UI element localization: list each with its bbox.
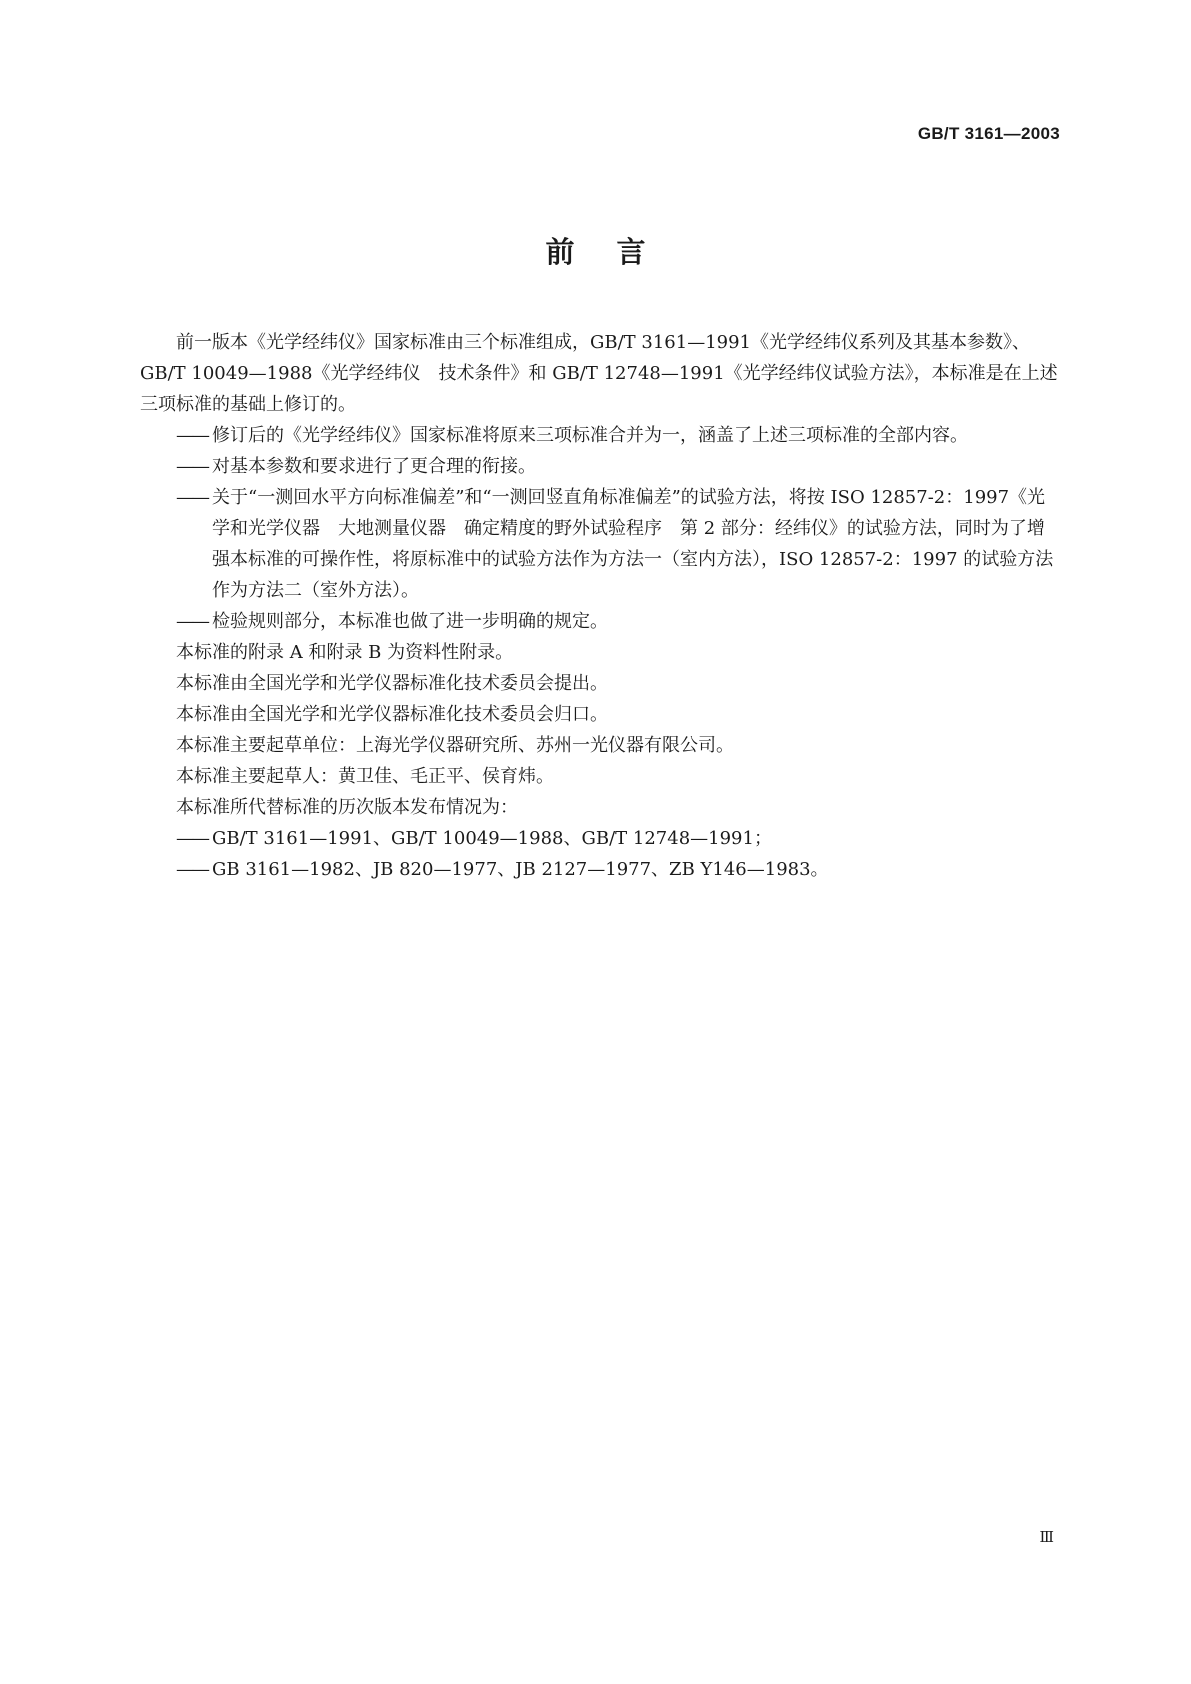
- superseded-text: GB/T 3161—1991、GB/T 10049—1988、GB/T 12748—1991；: [212, 828, 772, 849]
- change-item: [140, 451, 1062, 482]
- dash-mark: ——: [176, 859, 208, 880]
- superseded-item: [140, 854, 1062, 885]
- dash-mark: ——: [176, 487, 208, 508]
- change-text: 检验规则部分，本标准也做了进一步明确的规定。: [212, 611, 608, 632]
- change-item: [140, 420, 1062, 451]
- change-item: [140, 482, 1062, 606]
- superseded-item: [140, 823, 1062, 854]
- statement-appendix: 本标准的附录 A 和附录 B 为资料性附录。: [176, 642, 514, 663]
- intro-paragraph: 前一版本《光学经纬仪》国家标准由三个标准组成，GB/T 3161—1991《光学经纬仪系列及其基本参数》、GB/T 10049—1988《光学经纬仪 技术条件》和 GB/T 12748—1991《光学经纬仪试验方法》，本标准是在上述三项标准的基础上修订的。: [140, 332, 1058, 415]
- statement-drafting-units: 本标准主要起草单位：上海光学仪器研究所、苏州一光仪器有限公司。: [176, 735, 734, 756]
- superseded-text: GB 3161—1982、JB 820—1977、JB 2127—1977、ZB Y146—1983。: [212, 859, 829, 880]
- change-item: [140, 606, 1062, 637]
- statement-superseded-intro: 本标准所代替标准的历次版本发布情况为：: [176, 797, 518, 818]
- change-text: 对基本参数和要求进行了更合理的衔接。: [212, 456, 536, 477]
- dash-mark: ——: [176, 611, 208, 632]
- statement-administered-by: 本标准由全国光学和光学仪器标准化技术委员会归口。: [176, 704, 608, 725]
- statement-drafters: 本标准主要起草人：黄卫佳、毛正平、侯育炜。: [176, 766, 554, 787]
- page-title: 前言: [545, 235, 688, 269]
- change-text: 修订后的《光学经纬仪》国家标准将原来三项标准合并为一，涵盖了上述三项标准的全部内容。: [212, 425, 968, 446]
- standard-number: GB/T 3161—2003: [917, 124, 1060, 143]
- page-number: Ⅲ: [1039, 1528, 1054, 1546]
- dash-mark: ——: [176, 456, 208, 477]
- statement-proposed-by: 本标准由全国光学和光学仪器标准化技术委员会提出。: [176, 673, 608, 694]
- change-text: 关于“一测回水平方向标准偏差”和“一测回竖直角标准偏差”的试验方法，将按 ISO 12857-2：1997《光学和光学仪器 大地测量仪器 确定精度的野外试验程序 第 2 部分：经纬仪》的试验方法，同时为了增强本标准的可操作性，将原标准中的试验方法作为方法一（室内方法），ISO 12857-2：1997 的试验方法作为方法二（室外方法）。: [212, 487, 1054, 601]
- dash-mark: ——: [176, 828, 208, 849]
- dash-mark: ——: [176, 425, 208, 446]
- foreword-body: [140, 327, 1062, 885]
